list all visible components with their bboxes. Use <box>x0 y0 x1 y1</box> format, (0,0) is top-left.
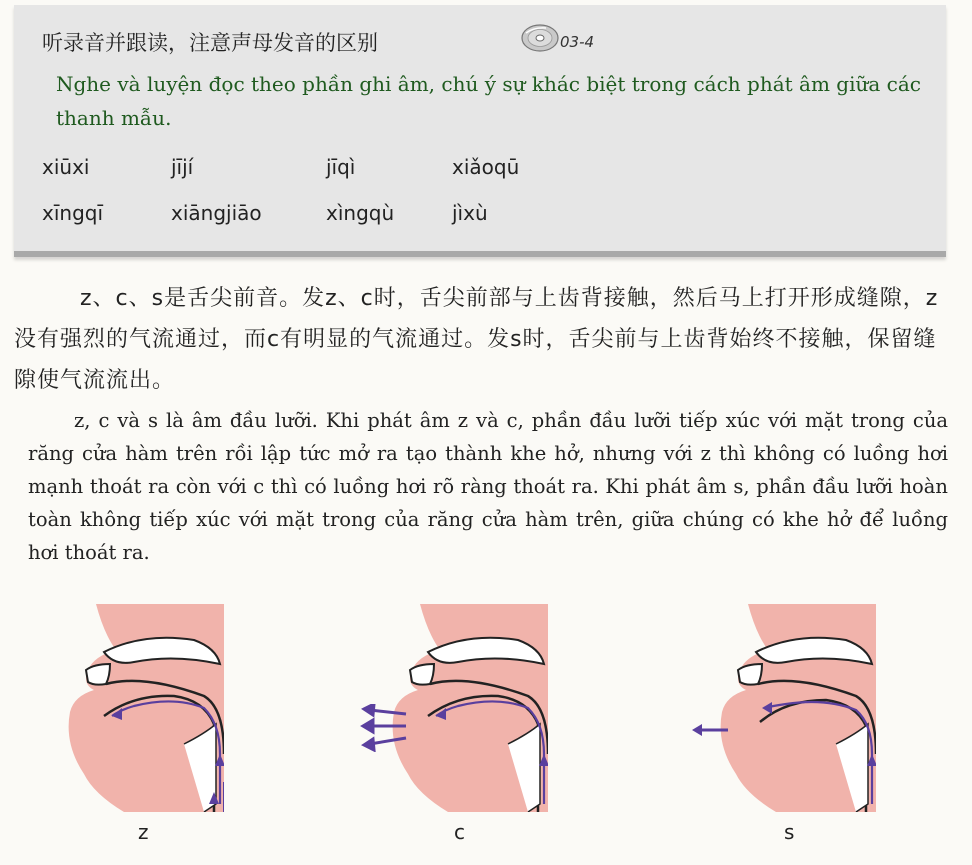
pinyin-word: xiǎoqū <box>452 155 520 179</box>
audio-cd-icon[interactable] <box>520 21 560 55</box>
diagram-label-s: s <box>784 820 795 844</box>
pinyin-word: xīngqī <box>42 201 104 225</box>
exercise-box <box>14 5 946 257</box>
explanation-vietnamese: z, c và s là âm đầu lưỡi. Khi phát âm z và c, phần đầu lưỡi tiếp xúc với mặt trong của răng cửa hàm trên rồi lập tức mở ra tạo thành khe hở, nhưng với z thì không có luồng hơi mạnh thoát ra còn với c thì có luồng hơi rõ ràng thoát ra. Khi phát âm s, phần đầu lưỡi hoàn toàn không tiếp xúc với mặt trong của răng cửa hàm trên, giữa chúng có khe hở để luồng hơi thoát ra. <box>28 409 948 564</box>
mouth-diagram-s <box>716 604 876 812</box>
diagram-label-z: z <box>138 820 149 844</box>
track-number: 03-4 <box>560 33 595 51</box>
exercise-title: 听录音并跟读，注意声母发音的区别 <box>42 31 378 55</box>
pinyin-word: jīqì <box>326 155 356 179</box>
mouth-diagram-c <box>388 604 548 812</box>
explanation-chinese: z、c、s是舌尖前音。发z、c时，舌尖前部与上齿背接触，然后马上打开形成缝隙，z没有强烈的气流通过，而c有明显的气流通过。发s时，舌尖前与上齿背始终不接触，保留缝隙使气流流出。 <box>14 286 939 393</box>
pinyin-word: xiūxi <box>42 155 90 179</box>
mouth-diagram-z <box>64 604 224 812</box>
pinyin-word: xiāngjiāo <box>171 201 262 225</box>
weak-airflow-arrow <box>690 720 730 740</box>
pinyin-word: xìngqù <box>326 201 395 225</box>
pinyin-word: jìxù <box>452 201 488 225</box>
pinyin-word: jījí <box>171 155 194 179</box>
strong-airflow-arrows <box>360 704 408 752</box>
diagram-label-c: c <box>454 820 465 844</box>
exercise-instruction: Nghe và luyện đọc theo phần ghi âm, chú ý sự khác biệt trong cách phát âm giữa các thanh mẫu. <box>56 72 921 130</box>
